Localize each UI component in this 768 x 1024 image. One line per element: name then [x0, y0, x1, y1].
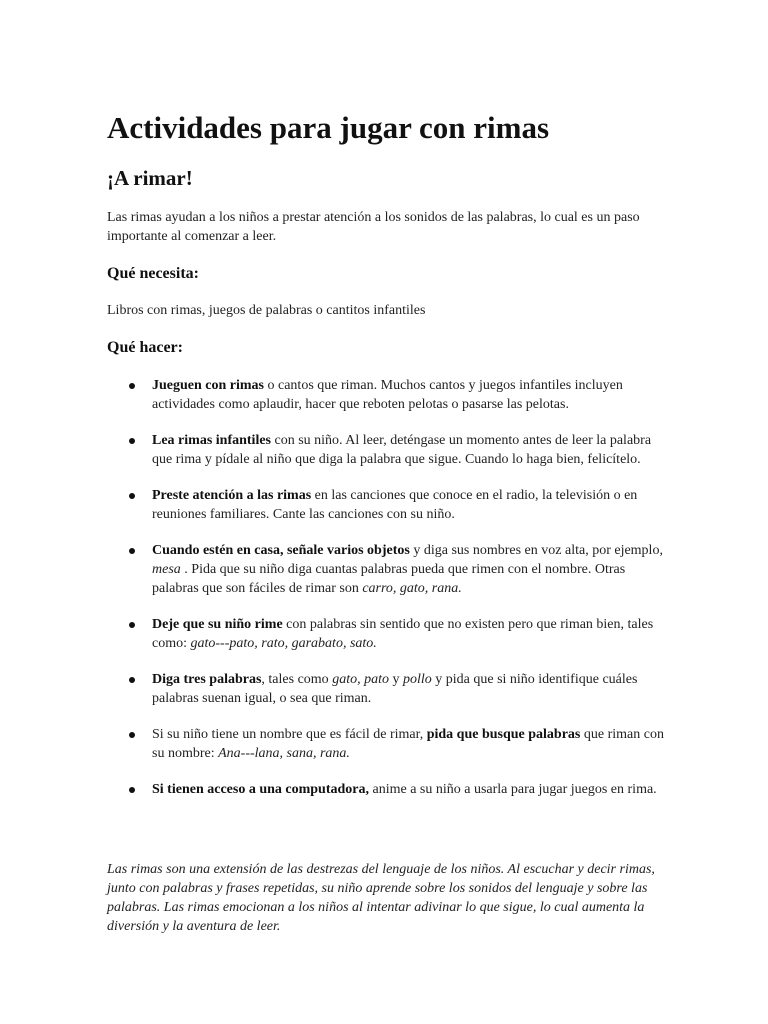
item-italic: gato---pato, rato, garabato, sato.: [190, 636, 377, 651]
list-item: [107, 376, 667, 414]
list-item: [107, 431, 667, 469]
bullet-icon: [129, 438, 135, 444]
item-italic: carro, gato, rana.: [362, 581, 462, 596]
list-item: [107, 541, 667, 598]
list-item: [107, 670, 667, 708]
bullet-icon: [129, 548, 135, 554]
item-text: Si su niño tiene un nombre que es fácil de rimar,: [152, 727, 427, 742]
item-italic: Ana---lana, sana, rana.: [218, 746, 350, 761]
item-text: . Pida que su niño diga cuantas palabras pueda que rimen con el nombre. Otras palabras que son fáciles de rimar son: [152, 562, 626, 596]
item-text: con palabras sin sentido que no existen pero que riman bien, tales como:: [152, 617, 654, 651]
bullet-icon: [129, 493, 135, 499]
needs-heading: Qué necesita:: [107, 265, 199, 282]
bullet-icon: [129, 787, 135, 793]
closing-paragraph: Las rimas son una extensión de las destrezas del lenguaje de los niños. Al escuchar y decir rimas, junto con palabras y frases repetidas, su niño aprende sobre los sonidos del lenguaje y sobre las palabras. Las rimas emocionan a los niños al intentar adivinar lo que sigue, lo cual aumenta la diversión y la aventura de leer.: [107, 862, 655, 934]
item-text: que riman con su nombre:: [152, 727, 664, 761]
section-subtitle: ¡A rimar!: [107, 166, 193, 190]
item-bold: pida que busque palabras: [426, 727, 581, 742]
bullet-icon: [129, 677, 135, 683]
item-bold: Cuando estén en casa, señale varios objetos: [152, 543, 410, 558]
item-italic: mesa: [152, 562, 181, 577]
needs-text: Libros con rimas, juegos de palabras o cantitos infantiles: [107, 303, 426, 318]
item-italic: gato, pato: [332, 672, 389, 687]
item-text: con su niño. Al leer, deténgase un momento antes de leer la palabra que rima y pídale al niño que diga la palabra que sigue. Cuando lo haga bien, felicítelo.: [152, 433, 652, 467]
item-bold: Deje que su niño rime: [152, 617, 283, 632]
list-item: [107, 780, 667, 799]
bullet-icon: [129, 622, 135, 628]
item-text: y diga sus nombres en voz alta, por ejemplo,: [409, 543, 663, 558]
list-item: [107, 486, 667, 524]
item-bold: Diga tres palabras: [152, 672, 262, 687]
item-bold: Si tienen acceso a una computadora,: [152, 782, 369, 797]
bullet-icon: [129, 732, 135, 738]
item-text: , tales como: [261, 672, 333, 687]
item-bold: Lea rimas infantiles: [152, 433, 271, 448]
page-title: Actividades para jugar con rimas: [107, 110, 550, 145]
do-heading: Qué hacer:: [107, 339, 183, 356]
item-text: en las canciones que conoce en el radio, la televisión o en reuniones familiares. Cante las canciones con su niño.: [152, 488, 638, 522]
list-item: [107, 725, 667, 763]
item-text: o cantos que riman. Muchos cantos y juegos infantiles incluyen actividades como aplaudir, hacer que reboten pelotas o pasarse las pelotas.: [152, 378, 623, 412]
item-bold: Jueguen con rimas: [152, 378, 264, 393]
list-item: [107, 615, 667, 653]
intro-paragraph: Las rimas ayudan a los niños a prestar atención a los sonidos de las palabras, lo cual es un paso importante al comenzar a leer.: [107, 210, 640, 244]
bullet-icon: [129, 383, 135, 389]
activity-list: [107, 376, 667, 816]
item-text: y pida que si niño identifique cuáles palabras suenan igual, o sea que riman.: [152, 672, 638, 706]
item-text: y: [388, 672, 403, 687]
item-italic: pollo: [402, 672, 432, 687]
item-text: anime a su niño a usarla para jugar juegos en rima.: [369, 782, 657, 797]
item-bold: Preste atención a las rimas: [152, 488, 312, 503]
